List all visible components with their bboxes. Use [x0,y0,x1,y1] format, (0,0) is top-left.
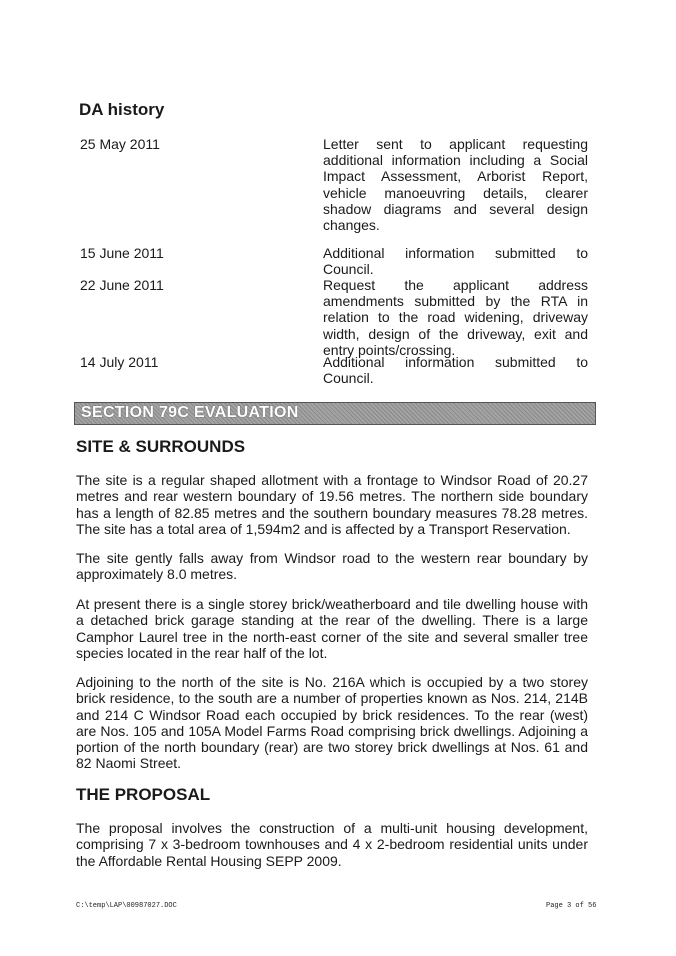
footer-page-number: Page 3 of 56 [546,902,597,910]
section-banner [74,402,596,425]
site-paragraph: The site gently falls away from Windsor road to the western rear boundary by approximately 8.0 metres. [76,550,588,583]
site-paragraph: Adjoining to the north of the site is No. 216A which is occupied by a two storey brick residence, to the south are a number of properties known as Nos. 214, 214B and 214 C Windsor Road each occupied by brick residences. To the rear (west) are Nos. 105 and 105A Model Farms Road comprising brick dwellings. Adjoining a portion of the north boundary (rear) are two storey brick dwellings at Nos. 61 and 82 Naomi Street. [76,674,588,772]
history-date: 25 May 2011 [80,136,160,152]
history-text: Request the applicant address amendments submitted by the RTA in relation to the road widening, driveway width, design of the driveway, exit and entry points/crossing. [323,277,588,358]
site-paragraph: The site is a regular shaped allotment with a frontage to Windsor Road of 20.27 metres and rear western boundary of 19.56 metres. The northern side boundary has a length of 82.85 metres and the southern boundary measures 78.28 metres. The site has a total area of 1,594m2 and is affected by a Transport Reservation. [76,472,588,537]
history-date: 14 July 2011 [80,354,159,370]
site-heading: SITE & SURROUNDS [76,437,246,456]
footer-file-path: C:\temp\LAP\00987027.DOC [76,902,177,910]
history-text: Letter sent to applicant requesting additional information including a Social Impact Assessment, Arborist Report, vehicle manoeuvring details, clearer shadow diagrams and several design changes. [323,136,588,234]
site-paragraph: At present there is a single storey brick/weatherboard and tile dwelling house with a detached brick garage standing at the rear of the dwelling. There is a large Camphor Laurel tree in the north-east corner of the site and several smaller tree species located in the rear half of the lot. [76,596,588,661]
proposal-paragraph: The proposal involves the construction of a multi-unit housing development, comprising 7 x 3-bedroom townhouses and 4 x 2-bedroom residential units under the Affordable Rental Housing SEPP 2009. [76,820,588,869]
history-date: 22 June 2011 [80,277,164,293]
section-banner-title: SECTION 79C EVALUATION [81,404,299,421]
proposal-heading: THE PROPOSAL [76,785,211,804]
da-history-heading: DA history [79,100,165,119]
history-text: Additional information submitted to Council. [323,245,588,278]
history-text: Additional information submitted to Council. [323,354,588,387]
history-date: 15 June 2011 [80,245,164,261]
